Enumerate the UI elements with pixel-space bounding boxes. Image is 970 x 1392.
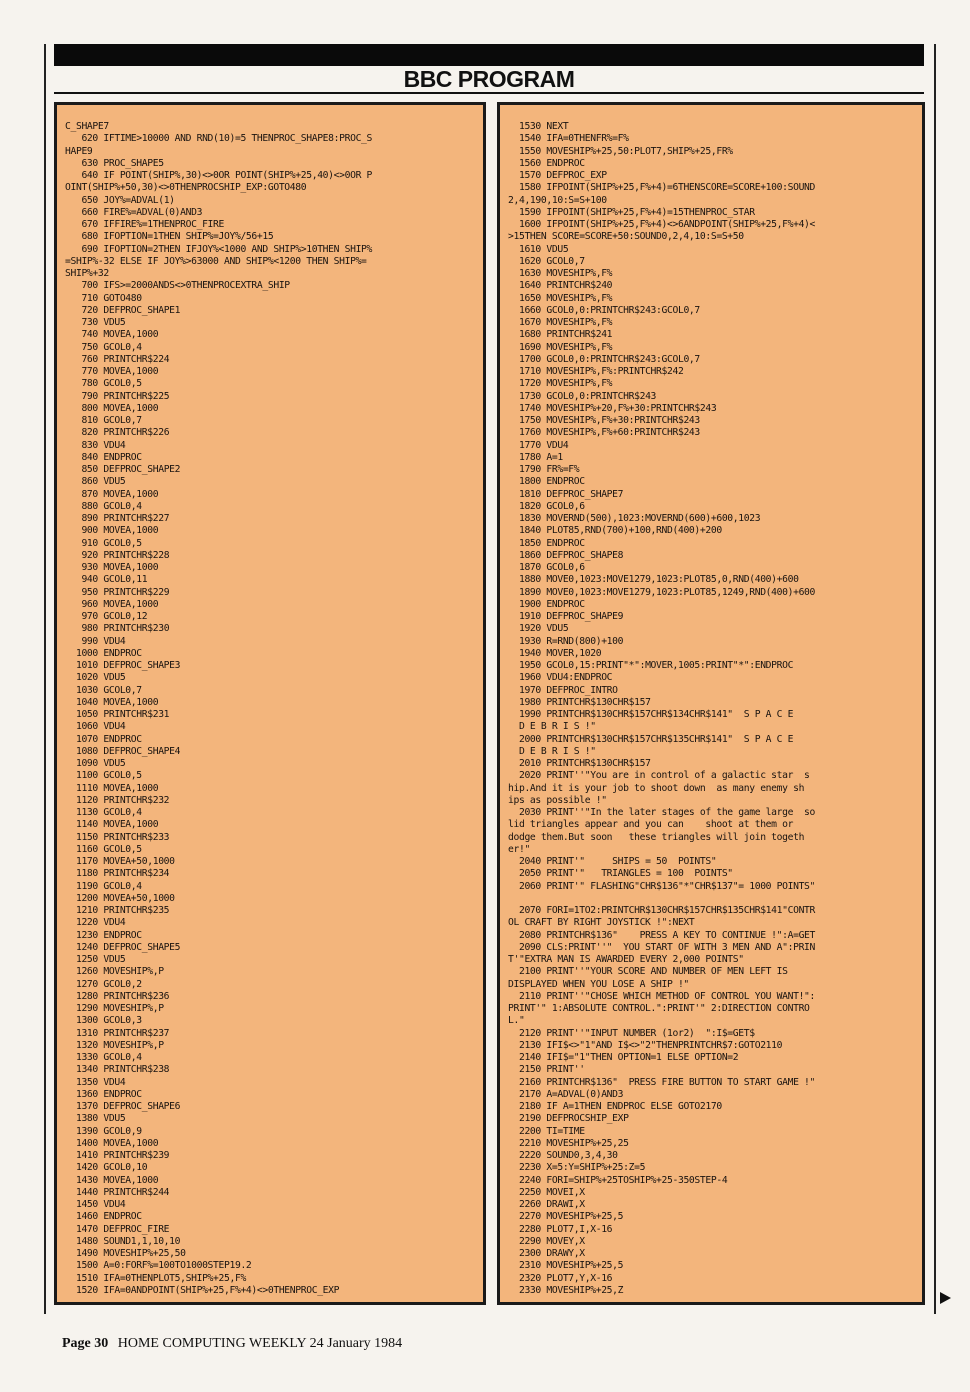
page-footer	[62, 1336, 402, 1352]
listing-panel-right	[497, 102, 925, 1305]
listing-panel-left	[54, 102, 486, 1305]
page-title: BBC PROGRAM	[54, 66, 924, 94]
right-triangle-icon	[940, 1292, 951, 1304]
code-listing-right: 1530 NEXT 1540 IFA=0THENFR%=F% 1550 MOVESHIP%+25,50:PLOT7,SHIP%+25,FR% 1560 ENDPROC 1570 DEFPROC_EXP 1580 IFPOINT(SHIP%+25,F%+4)=6THENSCORE=SCORE+100:SOUND 2,4,190,10:S=S+100 1590 IFPOINT(SHIP%+25,F%+4)=15THENPROC_STAR 1600 IFPOINT(SHIP%+25,F%+4)<>6ANDPOINT(SHIP%+25,F%+4)< >15THEN SCORE=SCORE+50:SOUND0,2,4,10:S=S+50 1610 VDU5 1620 GCOL0,7 1630 MOVESHIP%,F% 1640 PRINTCHR$240 1650 MOVESHIP%,F% 1660 GCOL0,0:PRINTCHR$243:GCOL0,7 1670 MOVESHIP%,F% 1680 PRINTCHR$241 1690 MOVESHIP%,F% 1700 GCOL0,0:PRINTCHR$243:GCOL0,7 1710 MOVESHIP%,F%:PRINTCHR$242 1720 MOVESHIP%,F% 1730 GCOL0,0:PRINTCHR$243 1740 MOVESHIP%+20,F%+30:PRINTCHR$243 1750 MOVESHIP%,F%+30:PRINTCHR$243 1760 MOVESHIP%,F%+60:PRINTCHR$243 1770 VDU4 1780 A=1 1790 FR%=F% 1800 ENDPROC 1810 DEFPROC_SHAPE7 1820 GCOL0,6 1830 MOVERND(500),1023:MOVERND(600)+600,1023 1840 PLOT85,RND(700)+100,RND(400)+200 1850 ENDPROC 1860 DEFPROC_SHAPE8 1870 GCOL0,6 1880 MOVE0,1023:MOVE1279,1023:PLOT85,0,RND(400)+600 1890 MOVE0,1023:MOVE1279,1023:PLOT85,1249,RND(400)+600 1900 ENDPROC 1910 DEFPROC_SHAPE9 1920 VDU5 1930 R=RND(800)+100 1940 MOVER,1020 1950 GCOL0,15:PRINT"*":MOVER,1005:PRINT"*":ENDPROC 1960 VDU4:ENDPROC 1970 DEFPROC_INTRO 1980 PRINTCHR$130CHR$157 1990 PRINTCHR$130CHR$157CHR$134CHR$141" S P A C E D E B R I S !" 2000 PRINTCHR$130CHR$157CHR$135CHR$141" S P A C E D E B R I S !" 2010 PRINTCHR$130CHR$157 2020 PRINT''"You are in control of a galactic star s hip.And it is your job to shoot down as many enemy sh ips as possible !" 2030 PRINT''"In the later stages of the game large so lid triangles appear and you can shoot at them or dodge them.But soon these triangles will join togeth er!" 2040 PRINT'" SHIPS = 50 POINTS" 2050 PRINT'" TRIANGLES = 100 POINTS" 2060 PRINT'" FLASHING"CHR$136"*"CHR$137"= 1000 POINTS" 2070 FORI=1TO2:PRINTCHR$130CHR$157CHR$135CHR$141"CONTR OL CRAFT BY RIGHT JOYSTICK !":NEXT 2080 PRINTCHR$136" PRESS A KEY TO CONTINUE !":A=GET 2090 CLS:PRINT''" YOU START OF WITH 3 MEN AND A":PRIN T'"EXTRA MAN IS AWARDED EVERY 2,000 POINTS" 2100 PRINT''"YOUR SCORE AND NUMBER OF MEN LEFT IS DISPLAYED WHEN YOU LOSE A SHIP !" 2110 PRINT''"CHOSE WHICH METHOD OF CONTROL YOU WANT!": PRINT'" 1:ABSOLUTE CONTROL.":PRINT'" 2:DIRECTION CONTRO L." 2120 PRINT''"INPUT NUMBER (1or2) ":I$=GET$ 2130 IFI$<>"1"AND I$<>"2"THENPRINTCHR$7:GOTO2110 2140 IFI$="1"THEN OPTION=1 ELSE OPTION=2 2150 PRINT'' 2160 PRINTCHR$136" PRESS FIRE BUTTON TO START GAME !" 2170 A=ADVAL(0)AND3 2180 IF A=1THEN ENDPROC ELSE GOTO2170 2190 DEFPROCSHIP_EXP 2200 TI=TIME 2210 MOVESHIP%+25,25 2220 SOUND0,3,4,30 2230 X=5:Y=SHIP%+25:Z=5 2240 FORI=SHIP%+25TOSHIP%+25-350STEP-4 2250 MOVEI,X 2260 DRAWI,X 2270 MOVESHIP%+25,5 2280 PLOT7,I,X-16 2290 MOVEY,X 2300 DRAWY,X 2310 MOVESHIP%+25,5 2320 PLOT7,Y,X-16 2330 MOVESHIP%+25,Z	[508, 121, 816, 1296]
publication-line: HOME COMPUTING WEEKLY 24 January 1984	[117, 1336, 403, 1351]
header-bar	[54, 44, 924, 66]
code-listing-left: C_SHAPE7 620 IFTIME>10000 AND RND(10)=5 THENPROC_SHAPE8:PROC_S HAPE9 630 PROC_SHAPE5 640 IF POINT(SHIP%,30)<>0OR POINT(SHIP%+25,40)<>0OR P OINT(SHIP%+50,30)<>0THENPROCSHIP_EXP:GOTO480 650 JOY%=ADVAL(1) 660 FIRE%=ADVAL(0)AND3 670 IFFIRE%=1THENPROC_FIRE 680 IFOPTION=1THEN SHIP%=JOY%/56+15 690 IFOPTION=2THEN IFJOY%<1000 AND SHIP%>10THEN SHIP% =SHIP%-32 ELSE IF JOY%>63000 AND SHIP%<1200 THEN SHIP%= SHIP%+32 700 IFS>=2000ANDS<>0THENPROCEXTRA_SHIP 710 GOTO480 720 DEFPROC_SHAPE1 730 VDU5 740 MOVEA,1000 750 GCOL0,4 760 PRINTCHR$224 770 MOVEA,1000 780 GCOL0,5 790 PRINTCHR$225 800 MOVEA,1000 810 GCOL0,7 820 PRINTCHR$226 830 VDU4 840 ENDPROC 850 DEFPROC_SHAPE2 860 VDU5 870 MOVEA,1000 880 GCOL0,4 890 PRINTCHR$227 900 MOVEA,1000 910 GCOL0,5 920 PRINTCHR$228 930 MOVEA,1000 940 GCOL0,11 950 PRINTCHR$229 960 MOVEA,1000 970 GCOL0,12 980 PRINTCHR$230 990 VDU4 1000 ENDPROC 1010 DEFPROC_SHAPE3 1020 VDU5 1030 GCOL0,7 1040 MOVEA,1000 1050 PRINTCHR$231 1060 VDU4 1070 ENDPROC 1080 DEFPROC_SHAPE4 1090 VDU5 1100 GCOL0,5 1110 MOVEA,1000 1120 PRINTCHR$232 1130 GCOL0,4 1140 MOVEA,1000 1150 PRINTCHR$233 1160 GCOL0,5 1170 MOVEA+50,1000 1180 PRINTCHR$234 1190 GCOL0,4 1200 MOVEA+50,1000 1210 PRINTCHR$235 1220 VDU4 1230 ENDPROC 1240 DEFPROC_SHAPE5 1250 VDU5 1260 MOVESHIP%,P 1270 GCOL0,2 1280 PRINTCHR$236 1290 MOVESHIP%,P 1300 GCOL0,3 1310 PRINTCHR$237 1320 MOVESHIP%,P 1330 GCOL0,4 1340 PRINTCHR$238 1350 VDU4 1360 ENDPROC 1370 DEFPROC_SHAPE6 1380 VDU5 1390 GCOL0,9 1400 MOVEA,1000 1410 PRINTCHR$239 1420 GCOL0,10 1430 MOVEA,1000 1440 PRINTCHR$244 1450 VDU4 1460 ENDPROC 1470 DEFPROC_FIRE 1480 SOUND1,1,10,10 1490 MOVESHIP%+25,50 1500 A=0:FORF%=100TO1000STEP19.2 1510 IFA=0THENPLOT5,SHIP%+25,F% 1520 IFA=0ANDPOINT(SHIP%+25,F%+4)<>0THENPROC_EXP	[65, 121, 373, 1296]
page-number: Page 30	[62, 1336, 109, 1351]
